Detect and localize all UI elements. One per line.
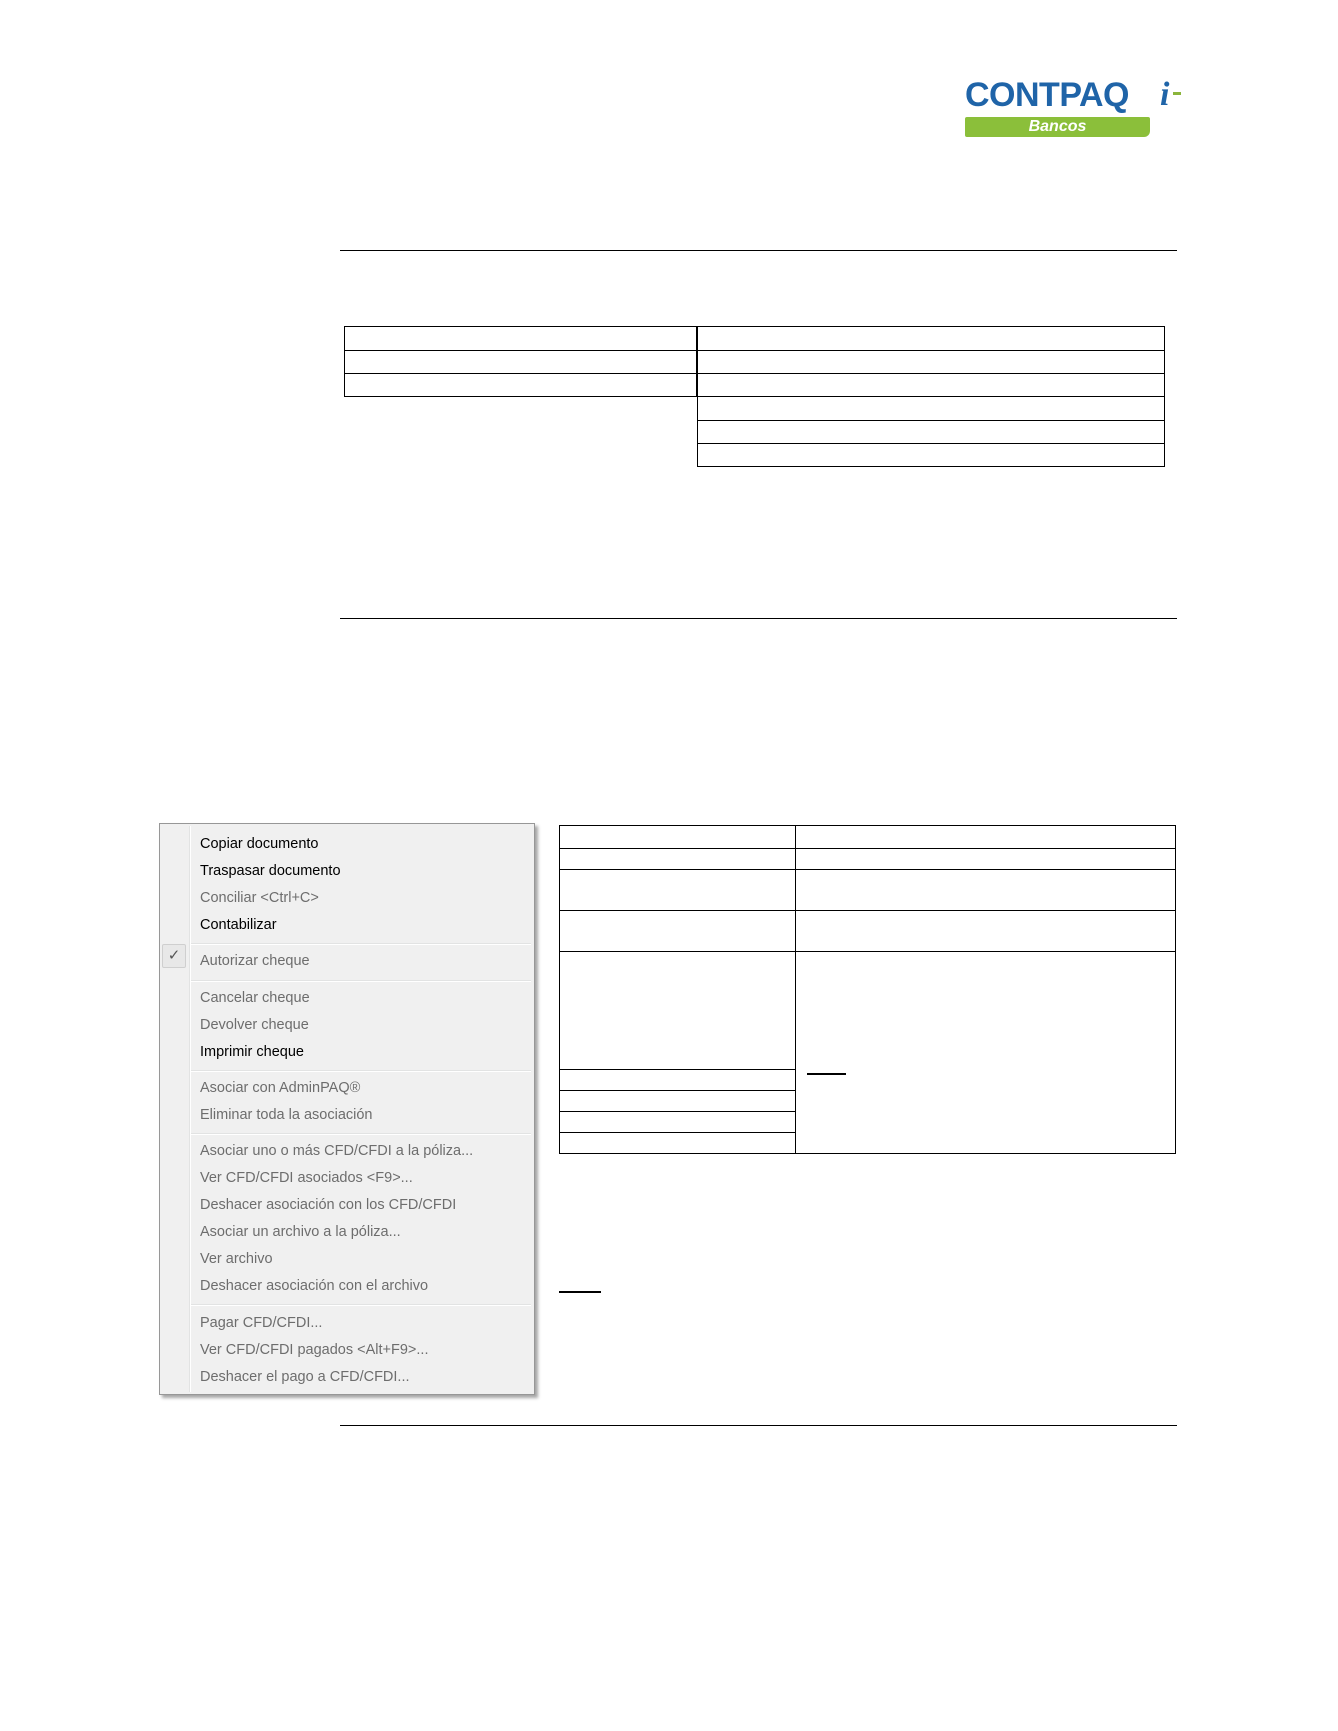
- table-cell: [698, 351, 1165, 374]
- table-cell: [560, 849, 796, 870]
- menu-item-ver-archivo[interactable]: Ver archivo: [200, 1251, 273, 1267]
- table-cell: [345, 374, 697, 397]
- section-divider-bottom: [340, 1425, 1177, 1426]
- menu-item-asociar-archivo[interactable]: Asociar un archivo a la póliza...: [200, 1224, 401, 1240]
- check-icon: ✓: [162, 944, 186, 968]
- menu-item-conciliar[interactable]: Conciliar <Ctrl+C>: [200, 890, 319, 906]
- menu-item-copiar-documento[interactable]: Copiar documento: [200, 836, 319, 852]
- menu-item-eliminar-asociacion[interactable]: Eliminar toda la asociación: [200, 1107, 373, 1123]
- table-cell-merged: [795, 952, 1175, 1154]
- table-cell: [698, 397, 1165, 421]
- table-cell: [560, 952, 796, 1070]
- menu-item-pagar-cfdi[interactable]: Pagar CFD/CFDI...: [200, 1315, 323, 1331]
- menu-item-deshacer-pago-cfdi[interactable]: Deshacer el pago a CFD/CFDI...: [200, 1369, 410, 1385]
- table-cell: [560, 1091, 796, 1112]
- table-cell: [698, 327, 1165, 351]
- nota-underline: [807, 1073, 846, 1075]
- table-cell: [345, 327, 697, 351]
- menu-item-asociar-cfdi[interactable]: Asociar uno o más CFD/CFDI a la póliza...: [200, 1143, 474, 1159]
- table-cell: [560, 870, 796, 911]
- menu-item-traspasar-documento[interactable]: Traspasar documento: [200, 863, 341, 879]
- contpaqi-bancos-logo: [965, 78, 1180, 138]
- logo-wordmark: CONTPAQ: [965, 76, 1129, 114]
- menu-item-deshacer-asociacion-cfdi[interactable]: Deshacer asociación con los CFD/CFDI: [200, 1197, 457, 1213]
- options-table: [559, 825, 1176, 1154]
- menu-separator: [191, 943, 531, 945]
- table-cell: [698, 421, 1165, 444]
- table-cell: [795, 849, 1175, 870]
- table-cell: [795, 826, 1175, 849]
- upper-table-left: [344, 326, 697, 397]
- table-cell: [795, 870, 1175, 911]
- logo-i-mark: i: [1160, 76, 1170, 113]
- menu-separator: [191, 1304, 531, 1306]
- menu-item-ver-cfdi-pagados[interactable]: Ver CFD/CFDI pagados <Alt+F9>...: [200, 1342, 429, 1358]
- table-cell: [698, 374, 1165, 397]
- upper-table-right: [697, 326, 1165, 467]
- table-cell: [560, 911, 796, 952]
- logo-dash: [1173, 92, 1181, 95]
- menu-separator: [191, 1133, 531, 1135]
- table-cell: [698, 444, 1165, 467]
- table-cell: [560, 1133, 796, 1154]
- menu-item-cancelar-cheque[interactable]: Cancelar cheque: [200, 990, 310, 1006]
- nota-underline: [559, 1291, 601, 1293]
- table-cell: [795, 911, 1175, 952]
- table-cell: [560, 1070, 796, 1091]
- logo-product-name: Bancos: [1028, 118, 1087, 135]
- table-cell: [345, 351, 697, 374]
- menu-icon-gutter: [189, 826, 191, 1392]
- menu-item-asociar-adminpaq[interactable]: Asociar con AdminPAQ®: [200, 1080, 361, 1096]
- menu-separator: [191, 980, 531, 982]
- menu-item-imprimir-cheque[interactable]: Imprimir cheque: [200, 1044, 304, 1060]
- table-cell: [560, 1112, 796, 1133]
- menu-item-contabilizar[interactable]: Contabilizar: [200, 917, 277, 933]
- menu-separator: [191, 1070, 531, 1072]
- menu-item-deshacer-asociacion-archivo[interactable]: Deshacer asociación con el archivo: [200, 1278, 429, 1294]
- context-menu: [159, 823, 535, 1395]
- menu-item-autorizar-cheque[interactable]: Autorizar cheque: [200, 953, 310, 969]
- table-cell: [560, 826, 796, 849]
- section-divider-top: [340, 250, 1177, 251]
- menu-item-ver-cfdi-asociados[interactable]: Ver CFD/CFDI asociados <F9>...: [200, 1170, 413, 1186]
- section-divider-middle: [340, 618, 1177, 619]
- menu-item-devolver-cheque[interactable]: Devolver cheque: [200, 1017, 309, 1033]
